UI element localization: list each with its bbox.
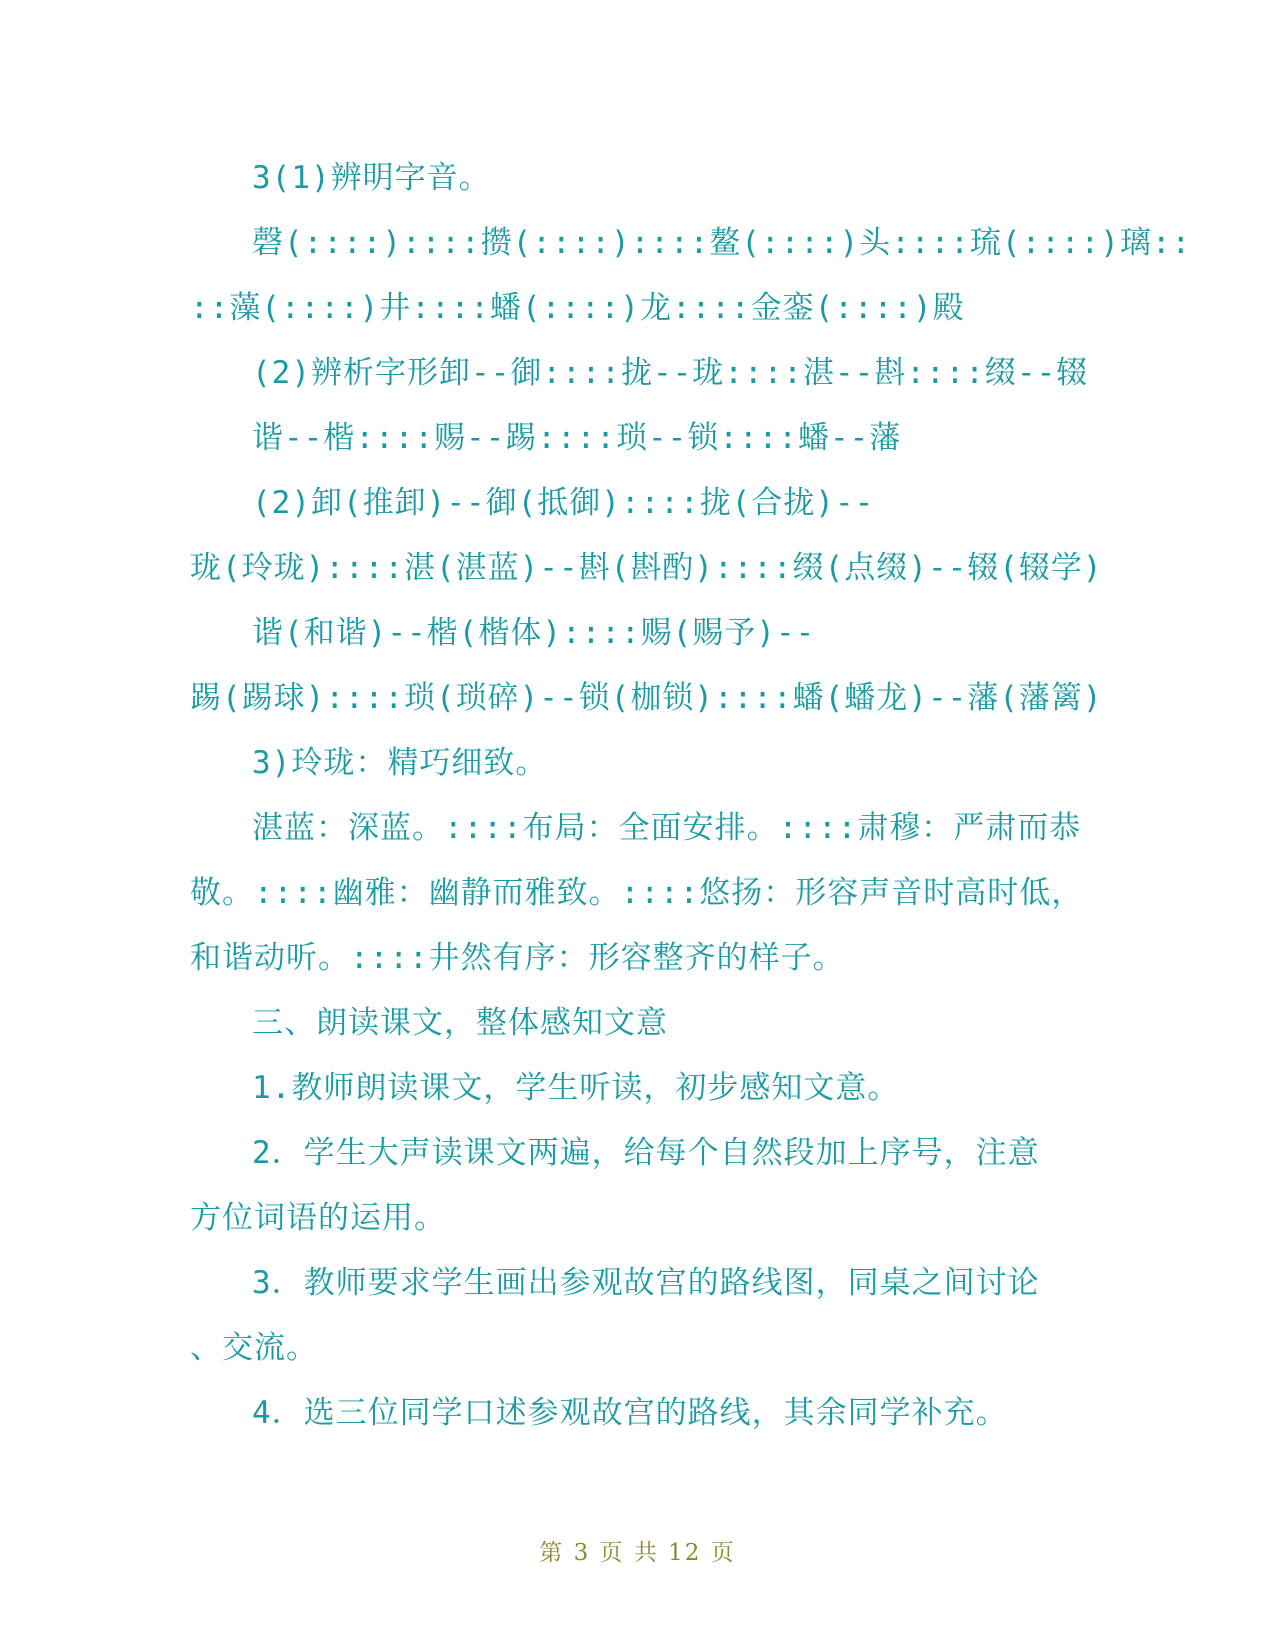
- text-line: (2)卸(推卸)--御(抵御)::::拢(合拢)--: [252, 485, 875, 521]
- text-line: 三、朗读课文，整体感知文意: [252, 1005, 668, 1041]
- text-line: 、交流。: [190, 1330, 318, 1366]
- text-line: 3(1)辨明字音。: [252, 160, 491, 196]
- text-line: 1.教师朗读课文，学生听读，初步感知文意。: [252, 1070, 900, 1106]
- text-line: 磬(::::)::::攒(::::)::::鳌(::::)头::::琉(::::)璃::: [252, 225, 1192, 261]
- text-line: 湛蓝：深蓝。::::布局：全面安排。::::肃穆：严肃而恭: [252, 810, 1082, 846]
- text-line: (2)辨析字形卸--御::::拢--珑::::湛--斟::::缀--辍: [252, 355, 1089, 391]
- text-line: 踢(踢球)::::琐(琐碎)--锁(枷锁)::::蟠(蟠龙)--藩(藩篱): [190, 680, 1103, 716]
- text-line: 和谐动听。::::井然有序：形容整齐的样子。: [190, 940, 845, 976]
- text-line: 谐--楷::::赐--踢::::琐--锁::::蟠--藩: [252, 420, 902, 456]
- text-line: ::藻(::::)井::::蟠(::::)龙::::金銮(::::)殿: [190, 290, 965, 326]
- text-line: 3)玲珑：精巧细致。: [252, 745, 548, 781]
- text-line: 3．教师要求学生画出参观故宫的路线图，同桌之间讨论: [252, 1265, 1040, 1301]
- page-footer: 第 3 页 共 12 页: [539, 1540, 736, 1566]
- text-line: 谐(和谐)--楷(楷体)::::赐(赐予)--: [252, 615, 816, 651]
- text-line: 2．学生大声读课文两遍，给每个自然段加上序号，注意: [252, 1135, 1040, 1171]
- text-line: 珑(玲珑)::::湛(湛蓝)--斟(斟酌)::::缀(点缀)--辍(辍学): [190, 550, 1103, 586]
- text-line: 4．选三位同学口述参观故宫的路线，其余同学补充。: [252, 1395, 1008, 1431]
- text-line: 方位词语的运用。: [190, 1200, 446, 1236]
- text-line: 敬。::::幽雅：幽静而雅致。::::悠扬：形容声音时高时低，: [190, 875, 1084, 911]
- document-body: [190, 146, 1192, 1446]
